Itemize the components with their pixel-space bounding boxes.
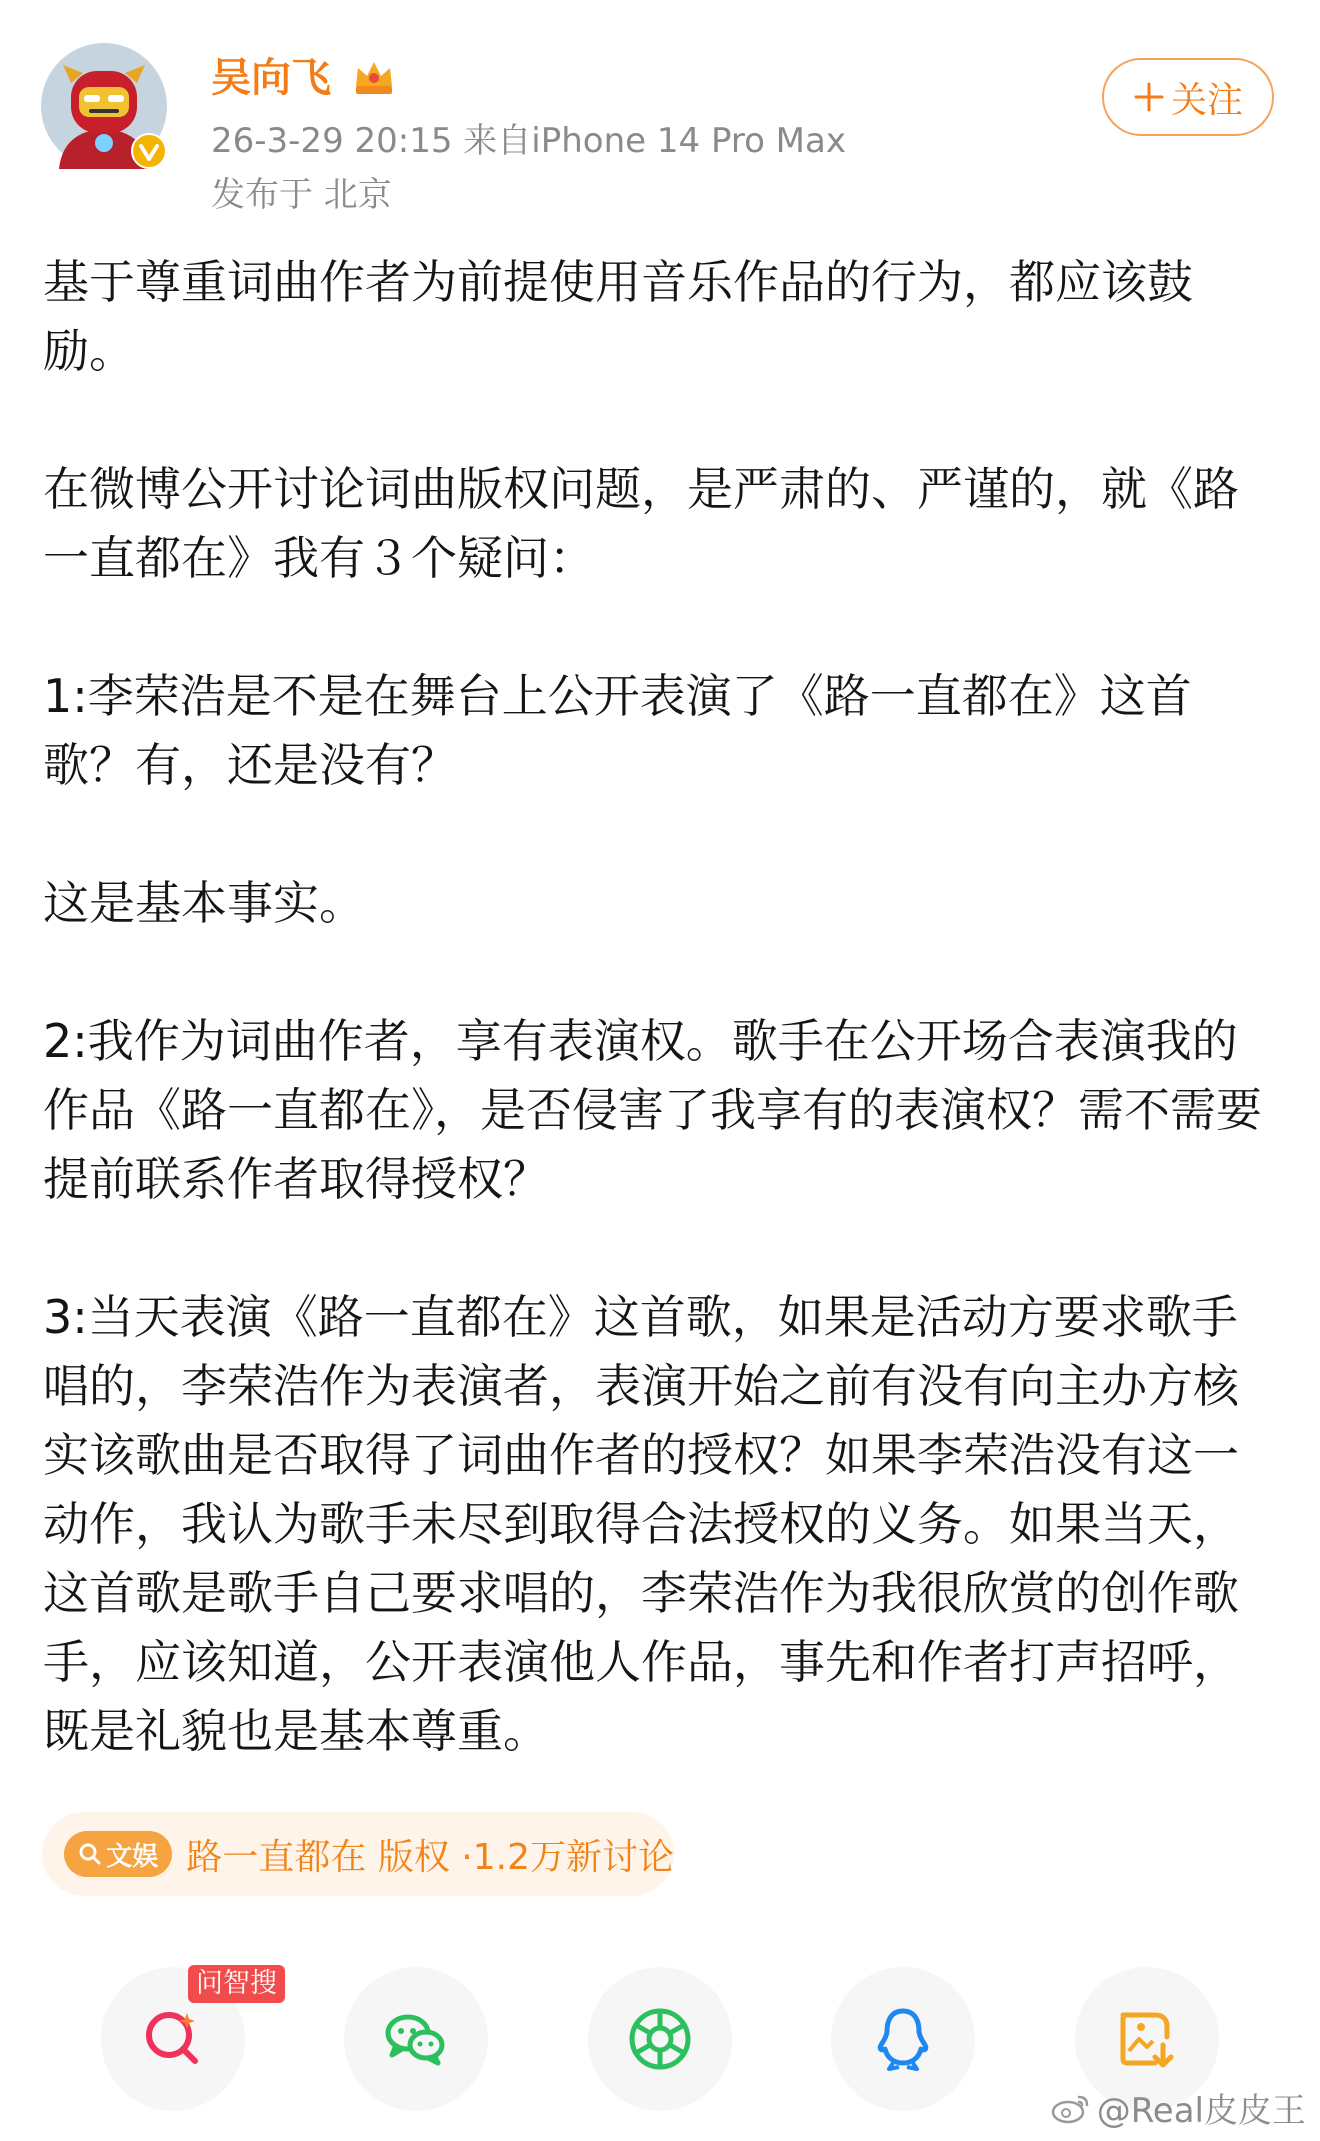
weibo-logo-icon — [1051, 2091, 1091, 2125]
moments-icon — [624, 2003, 696, 2075]
plus-icon — [1133, 81, 1165, 113]
post-paragraph: 这是基本事实。 — [43, 876, 365, 930]
wechat-icon — [380, 2003, 452, 2075]
watermark — [1051, 2083, 1306, 2132]
post-body — [43, 248, 1283, 1766]
save-image-icon — [1111, 2003, 1183, 2075]
share-qq-button[interactable] — [831, 1967, 975, 2111]
post-paragraph: 3:当天表演《路一直都在》这首歌，如果是活动方要求歌手唱的，李荣浩作为表演者，表演开始之前有没有向主办方核实该歌曲是否取得了词曲作者的授权？如果李荣浩没有这一动作，我认为歌手未尽到取得合法授权的义务。如果当天，这首歌是歌手自己要求唱的，李荣浩作为我很欣赏的创作歌手，应该知道，公开表演他人作品，事先和作者打声招呼，既是礼貌也是基本尊重。 — [43, 1290, 1239, 1758]
ai-search-badge: 问智搜 — [188, 1965, 285, 2003]
topic-text: 路一直都在 版权 ·1.2万新讨论 — [186, 1836, 674, 1878]
user-name[interactable]: 吴向飞 — [211, 55, 331, 101]
post-location: 发布于 北京 — [211, 175, 392, 215]
post-paragraph: 基于尊重词曲作者为前提使用音乐作品的行为，都应该鼓励。 — [43, 255, 1193, 378]
follow-button[interactable] — [1102, 58, 1274, 136]
qq-icon — [867, 2003, 939, 2075]
watermark-text: @Real皮皮王 — [1096, 2091, 1306, 2131]
search-ai-icon — [137, 2003, 209, 2075]
crown-icon — [352, 56, 396, 100]
search-icon — [78, 1842, 102, 1866]
post-paragraph: 在微博公开讨论词曲版权问题，是严肃的、严谨的，就《路一直都在》我有３个疑问： — [43, 462, 1239, 585]
verified-badge-icon — [131, 133, 167, 169]
post-paragraph: 1:李荣浩是不是在舞台上公开表演了《路一直都在》这首歌？有，还是没有？ — [43, 669, 1192, 792]
topic-badge — [64, 1831, 172, 1877]
topic-badge-label: 文娱 — [106, 1841, 159, 1872]
share-moments-button[interactable] — [588, 1967, 732, 2111]
share-wechat-button[interactable] — [344, 1967, 488, 2111]
post-time-source: 26-3-29 20:15 来自iPhone 14 Pro Max — [211, 121, 846, 161]
follow-label: 关注 — [1170, 79, 1243, 121]
topic-chip[interactable] — [42, 1812, 674, 1896]
post-paragraph: 2:我作为词曲作者，享有表演权。歌手在公开场合表演我的作品《路一直都在》，是否侵害了我享有的表演权？需不需要提前联系作者取得授权？ — [43, 1014, 1262, 1206]
post-header — [0, 0, 1320, 215]
